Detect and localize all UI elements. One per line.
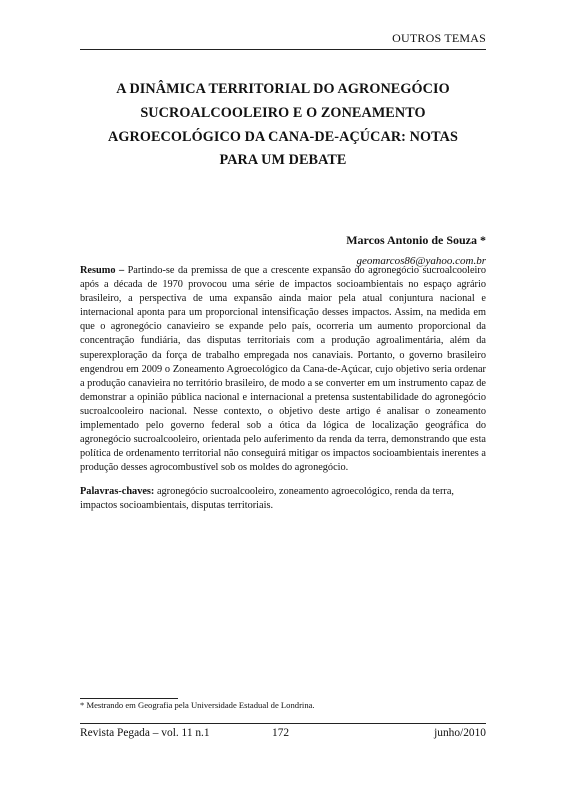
- footer-journal: Revista Pegada – vol. 11 n.1: [80, 727, 210, 739]
- header-rule: [80, 49, 486, 50]
- title-line: PARA UM DEBATE: [219, 152, 347, 169]
- abstract-label: Resumo –: [80, 265, 125, 276]
- keywords-label: Palavras-chaves:: [80, 486, 155, 497]
- footer-rule: [80, 723, 486, 724]
- footer-date: junho/2010: [434, 727, 486, 739]
- keywords: [80, 485, 486, 513]
- abstract: [80, 264, 486, 475]
- footnote-rule: [80, 698, 178, 699]
- title-line: AGROECOLÓGICO DA CANA-DE-AÇÚCAR: NOTAS: [108, 128, 458, 145]
- article-title: [80, 78, 486, 173]
- section-label: OUTROS TEMAS: [392, 31, 486, 45]
- footnote: * Mestrando em Geografia pela Universidade Estadual de Londrina.: [80, 700, 315, 710]
- abstract-text: Partindo-se da premissa de que a crescente expansão do agronegócio sucroalcooleiro após a década de 1970 provocou uma série de impactos socioambientais no espaço agrário brasileiro, a perspectiva de uma expansão ainda maior pela atual conjuntura nacional e internacional aponta para um proporcional intensificação desses impactos. Assim, na medida em que o agronegócio canavieiro se expande pelo país, ocorreria um aumento proporcional da concentração fundiária, das disputas territoriais com a produção agroalimentária, além da superexploração da força de trabalho empregada nos canaviais. Portanto, o governo brasileiro engendrou em 2009 o Zoneamento Agroecológico da Cana-de-Açúcar, cujo objetivo seria ordenar a produção canavieira no território brasileiro, de modo a se converter em um instrumento capaz de demonstrar a opinião pública nacional e internacional a pretensa sustentabilidade do agronegócio sucroalcooleiro nacional. Nesse contexto, o objetivo deste artigo é analisar o zoneamento implementado pelo governo federal sob a ótica da lógica de localização geográfica do agronegócio sucroalcooleiro, orientada pelo auferimento da renda da terra, demonstrando que esta política de ordenamento territorial não conseguirá mitigar os impactos socioambientais inerentes a produção desses agrocombustível sob os moldes do agronegócio.: [80, 265, 486, 474]
- keywords-text: agronegócio sucroalcooleiro, zoneamento agroecológico, renda da terra, impactos socioambientais, disputas territoriais.: [80, 486, 454, 512]
- page-number: 172: [272, 727, 290, 739]
- author-email: geomarcos86@yahoo.com.br: [356, 255, 486, 267]
- title-line: A DINÂMICA TERRITORIAL DO AGRONEGÓCIO: [116, 81, 450, 97]
- title-line: SUCROALCOOLEIRO E O ZONEAMENTO: [140, 104, 426, 121]
- author-name: Marcos Antonio de Souza *: [346, 233, 486, 247]
